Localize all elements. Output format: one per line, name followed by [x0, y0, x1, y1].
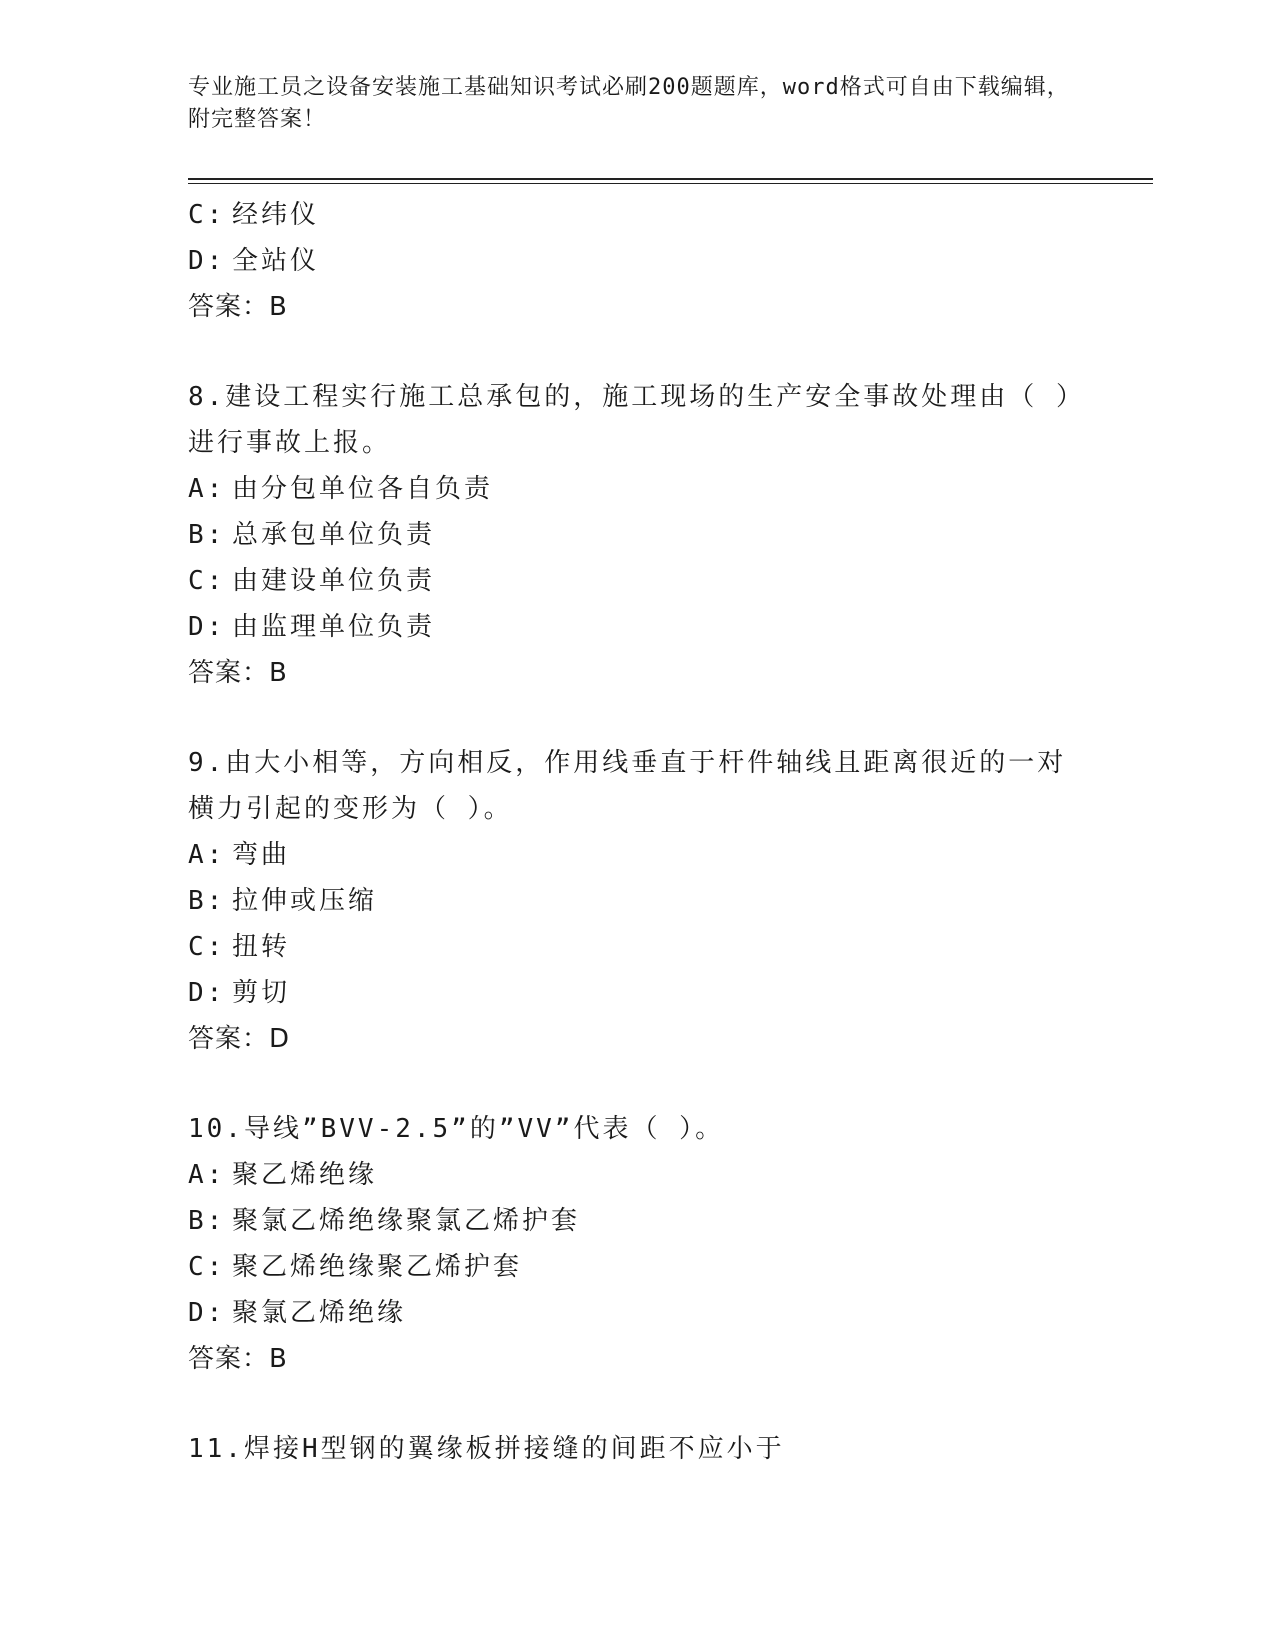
- option-d: D: 剪切: [188, 978, 291, 1008]
- question-11: [188, 1426, 1138, 1472]
- document-header: 专业施工员之设备安装施工基础知识考试必刷200题题库，word格式可自由下载编辑，附完整答案！: [188, 75, 1070, 132]
- option-b: B: 聚氯乙烯绝缘聚氯乙烯护套: [188, 1206, 581, 1236]
- question-text-line: 9.由大小相等，方向相反，作用线垂直于杆件轴线且距离很近的一对: [188, 748, 1067, 778]
- header-divider-thick: [188, 178, 1153, 180]
- option-a: A: 弯曲: [188, 840, 291, 870]
- option-b: B: 拉伸或压缩: [188, 886, 378, 916]
- question-text-line: 横力引起的变形为（ ）。: [188, 794, 513, 824]
- answer-line: 答案：D: [188, 1024, 291, 1054]
- option-c: C: 由建设单位负责: [188, 566, 436, 596]
- answer-line: 答案：B: [188, 1344, 288, 1374]
- question-text-line: 11.焊接H型钢的翼缘板拼接缝的间距不应小于: [188, 1434, 785, 1464]
- option-d: D: 由监理单位负责: [188, 612, 436, 642]
- question-content: [188, 192, 1138, 1472]
- header-divider-thin: [188, 183, 1153, 184]
- option-d: D: 聚氯乙烯绝缘: [188, 1298, 407, 1328]
- option-a: A: 由分包单位各自负责: [188, 474, 494, 504]
- option-c: C: 扭转: [188, 932, 291, 962]
- question-8: [188, 374, 1138, 696]
- option-c: C: 经纬仪: [188, 200, 320, 230]
- question-7-tail: [188, 192, 1138, 330]
- question-10: [188, 1106, 1138, 1382]
- answer-line: 答案：B: [188, 658, 288, 688]
- option-a: A: 聚乙烯绝缘: [188, 1160, 378, 1190]
- option-b: B: 总承包单位负责: [188, 520, 436, 550]
- question-text-line: 进行事故上报。: [188, 428, 392, 458]
- option-c: C: 聚乙烯绝缘聚乙烯护套: [188, 1252, 523, 1282]
- question-text-line: 8.建设工程实行施工总承包的，施工现场的生产安全事故处理由（ ）: [188, 382, 1085, 412]
- option-d: D: 全站仪: [188, 246, 320, 276]
- answer-line: 答案：B: [188, 292, 288, 322]
- question-9: [188, 740, 1138, 1062]
- question-text-line: 10.导线”BVV-2.5”的”VV”代表（ ）。: [188, 1114, 725, 1144]
